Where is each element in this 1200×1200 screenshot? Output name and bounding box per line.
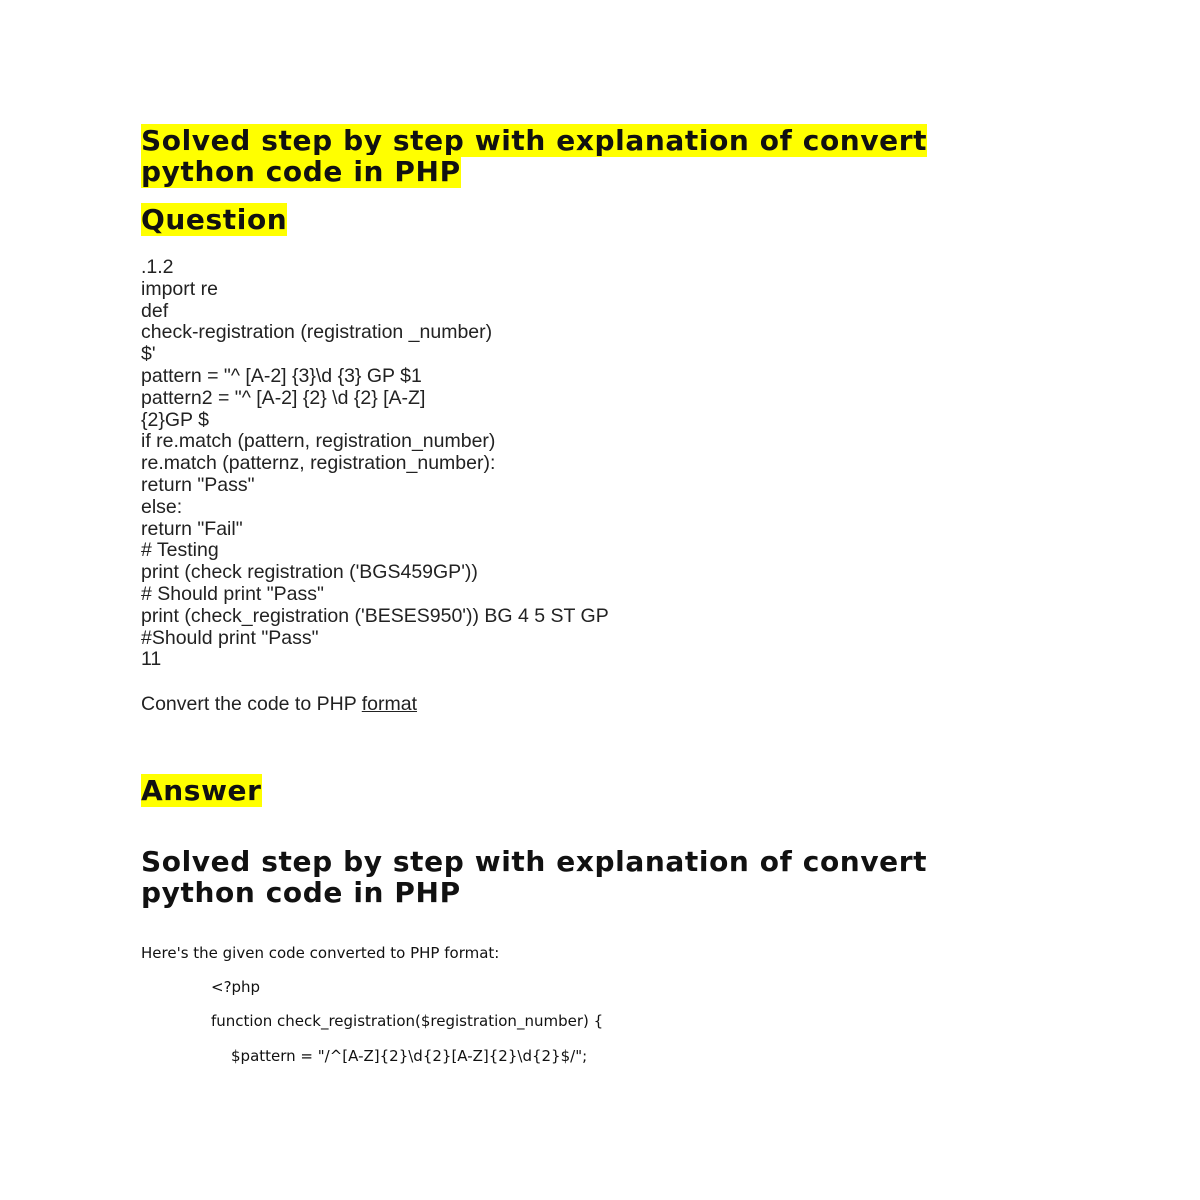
code-line: print (check registration ('BGS459GP')): [141, 561, 478, 584]
question-heading-text: Question: [141, 203, 288, 236]
php-code-line: $pattern = "/^[A-Z]{2}\d{2}[A-Z]{2}\d{2}$/";: [231, 1047, 588, 1065]
code-line: def: [141, 299, 169, 322]
code-line: #Should print "Pass": [141, 626, 319, 649]
question-heading: [141, 204, 287, 235]
question-code-block: [141, 257, 609, 671]
page-title: [141, 125, 1021, 187]
format-link[interactable]: format: [361, 693, 418, 715]
answer-title: Solved step by step with explanation of convert python code in PHP: [141, 845, 928, 909]
code-line: # Should print "Pass": [141, 582, 324, 605]
convert-instruction: [141, 693, 417, 715]
code-line: return "Pass": [141, 473, 255, 496]
code-line: return "Fail": [141, 517, 243, 540]
php-code-line: function check_registration($registration_number) {: [211, 1012, 604, 1030]
answer-intro: Here's the given code converted to PHP format:: [141, 944, 500, 962]
code-line: $': [141, 343, 156, 366]
code-line: 11: [141, 648, 162, 671]
code-line: pattern = "^ [A-2] {3}\d {3} GP $1: [141, 364, 422, 387]
code-line: print (check_registration ('BESES950')) BG 4 5 ST GP: [141, 604, 609, 627]
answer-heading: [141, 775, 262, 806]
code-line: check-registration (registration _number): [141, 321, 493, 344]
code-line: {2}GP $: [141, 408, 209, 431]
php-code-line: <?php: [211, 978, 261, 996]
code-line: else:: [141, 495, 183, 518]
code-line: import re: [141, 277, 218, 300]
answer-heading-text: Answer: [141, 774, 262, 807]
code-line: .1.2: [141, 256, 174, 278]
instruction-text: Convert the code to PHP: [141, 693, 362, 715]
code-line: # Testing: [141, 539, 219, 562]
code-line: pattern2 = "^ [A-2] {2} \d {2} [A-Z]: [141, 386, 426, 409]
page-title-text: Solved step by step with explanation of convert python code in PHP: [141, 124, 928, 188]
code-line: if re.match (pattern, registration_number): [141, 430, 496, 453]
code-line: re.match (patternz, registration_number):: [141, 452, 496, 475]
